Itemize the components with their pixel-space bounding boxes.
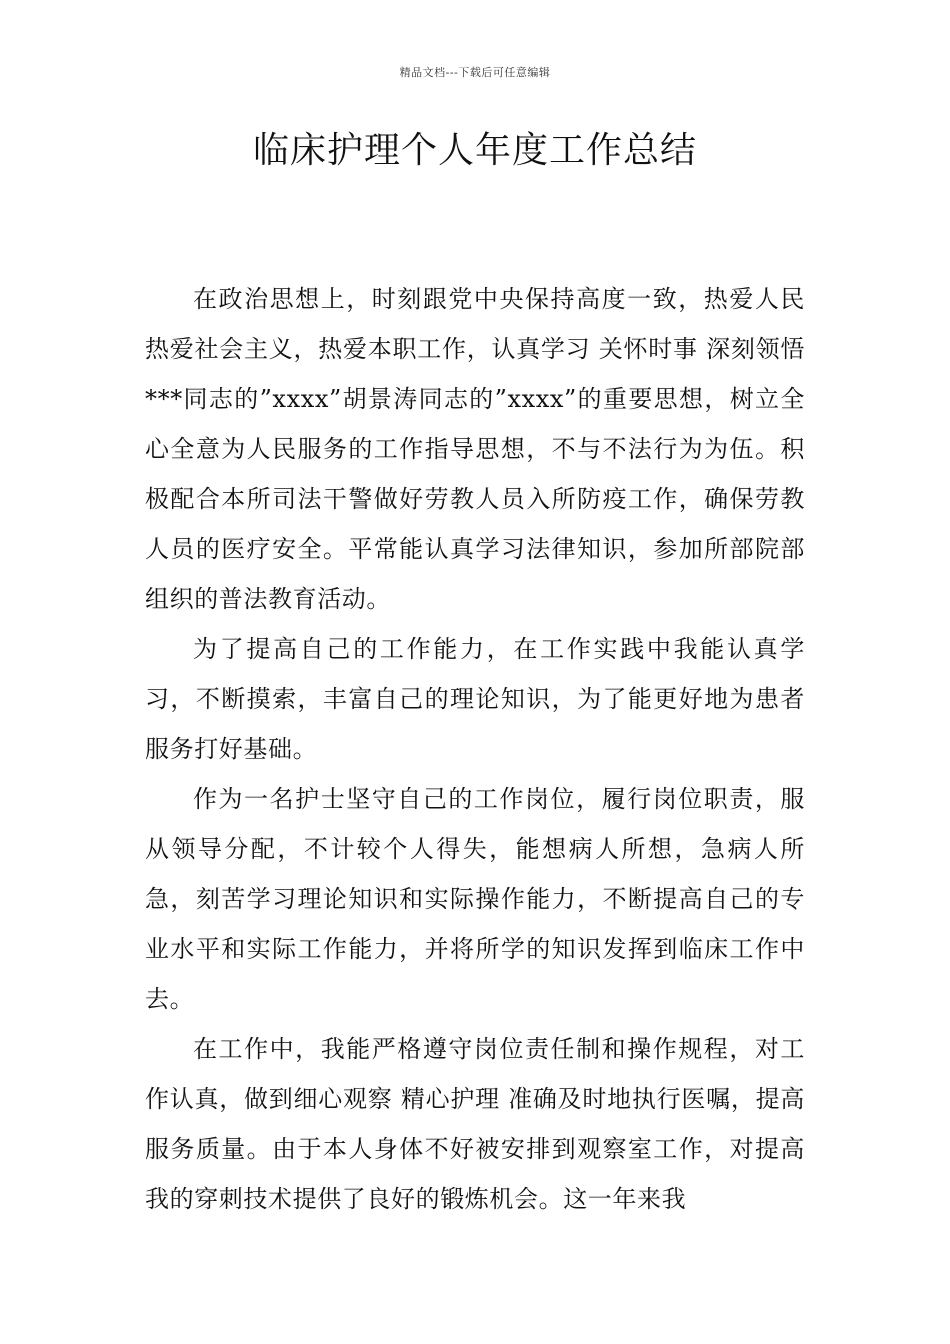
paragraph-work-ability: 为了提高自己的工作能力，在工作实践中我能认真学习，不断摸索，丰富自己的理论知识，为了能更好地为患者服务打好基础。 [145,635,805,763]
paragraph-nurse-duties: 作为一名护士坚守自己的工作岗位，履行岗位职责，服从领导分配，不计较个人得失，能想病人所想，急病人所急，刻苦学习理论知识和实际操作能力，不断提高自己的专业水平和实际工作能力，并将所学的知识发挥到临床工作中去。 [145,785,805,1013]
document-title: 临床护理个人年度工作总结 [252,130,697,171]
document-body [145,274,805,1224]
paragraph-work-practice: 在工作中，我能严格遵守岗位责任制和操作规程，对工作认真，做到细心观察 精心护理 准确及时地执行医嘱，提高服务质量。由于本人身体不好被安排到观察室工作，对提高我的穿刺技术提供了良好的锻炼机会。这一年来我 [145,1035,805,1213]
paragraph-political-thought: 在政治思想上，时刻跟党中央保持高度一致，热爱人民热爱社会主义，热爱本职工作，认真学习 关怀时事 深刻领悟***同志的”xxxx”胡景涛同志的”xxxx”的重要思想，树立全心全意为人民服务的工作指导思想，不与不法行为为伍。积极配合本所司法干警做好劳教人员入所防疫工作，确保劳教人员的医疗安全。平常能认真学习法律知识，参加所部院部组织的普法教育活动。 [145,285,805,613]
header-note: 精品文档---下载后可任意编辑 [399,66,551,79]
